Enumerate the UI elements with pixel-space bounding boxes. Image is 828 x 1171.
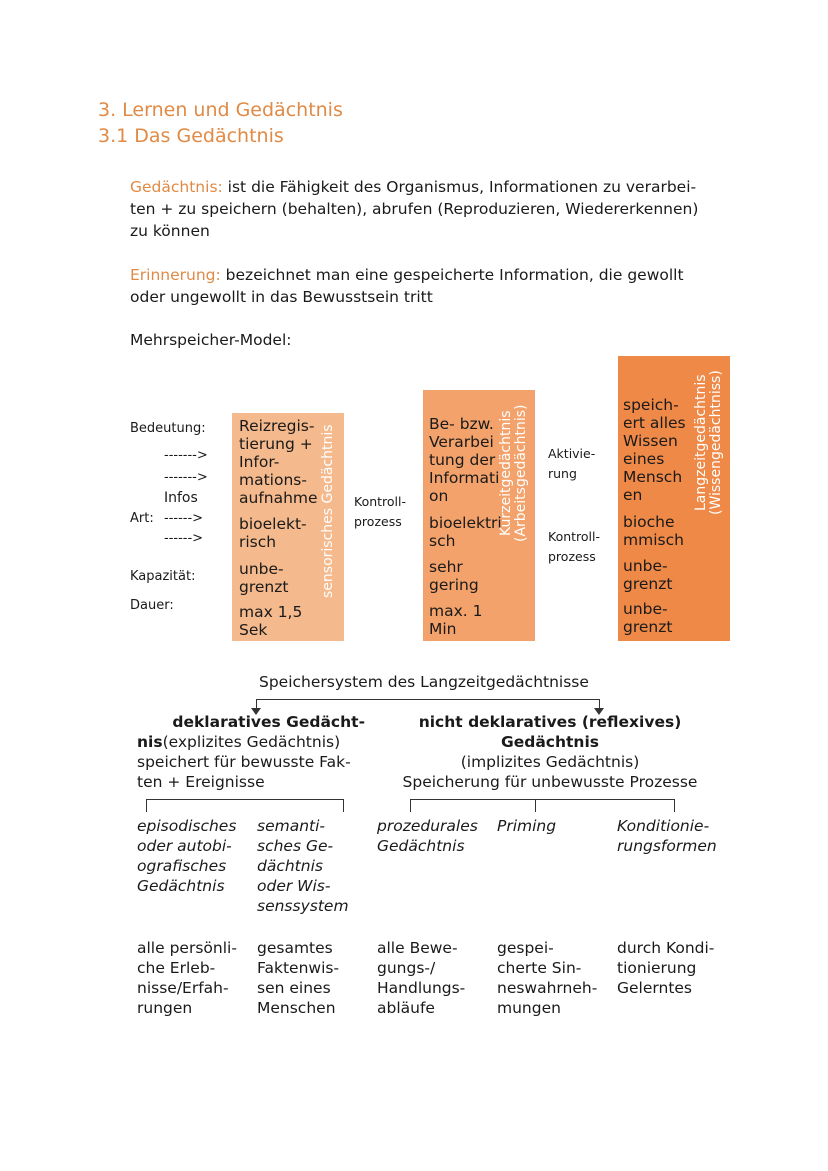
type-priming: Priming: [497, 817, 557, 835]
definition-gedaechtnis: [130, 176, 730, 242]
nondeclarative-memory: nicht deklaratives (reflexives) Gedächtnis (implizites Gedächtnis) Speicherung für unbewusste Prozesse: [372, 712, 728, 792]
declarative-memory: deklaratives Gedächt- nis(explizites Gedächtnis) speichert für bewusste Fak- ten + Ereignisse: [137, 713, 365, 791]
box-bedeutung: Reizregis- tierung + Infor- mations- aufnahme: [239, 417, 318, 507]
box-title-vertical: Kurzeitgedächtnis (Arbeitsgedächtnis): [498, 404, 529, 543]
arrow-text: Infos: [164, 490, 198, 506]
bracket-line: [146, 799, 147, 812]
arrow-text: ------->: [164, 470, 208, 485]
bracket-line: [535, 799, 536, 812]
chapter-heading: 3. Lernen und Gedächtnis: [98, 99, 343, 121]
bracket-line: [146, 799, 344, 800]
bracket-line: [256, 699, 600, 700]
connector-kontrollprozess: Kontroll- prozess: [548, 529, 601, 564]
type-episodic: episodisches oder autobi- ografisches Gedächtnis: [137, 817, 237, 895]
connector-kontrollprozess: Kontroll- prozess: [354, 494, 407, 529]
row-label-bedeutung: Bedeutung:: [130, 421, 206, 436]
row-label-art: Art:: [130, 511, 154, 526]
definition-erinnerung: [130, 264, 730, 308]
box-art: bioche mmisch: [623, 513, 684, 549]
type-semantic: semanti- sches Ge- dächtnis oder Wis- senssystem: [257, 817, 349, 915]
storage-title: Speichersystem des Langzeitgedächtnisse: [259, 673, 589, 691]
type-procedural: prozedurales Gedächtnis: [377, 817, 478, 855]
box-kapazitaet: unbe- grenzt: [623, 557, 673, 593]
row-label-kapazitaet: Kapazität:: [130, 569, 196, 584]
box-dauer: max 1,5 Sek: [239, 603, 303, 639]
box-art: bioelektri sch: [429, 514, 502, 550]
bracket-line: [674, 799, 675, 812]
box-short-term-memory: [423, 390, 535, 641]
arrow-text: ------>: [164, 511, 204, 526]
row-label-dauer: Dauer:: [130, 598, 174, 613]
box-title-vertical: sensorisches Gedächtnis: [320, 424, 336, 598]
bracket-line: [343, 799, 344, 812]
type-desc-conditioning: durch Kondi- tionierung Gelerntes: [617, 939, 715, 997]
box-kapazitaet: unbe- grenzt: [239, 560, 289, 596]
term-erinnerung: Erinnerung:: [130, 266, 221, 284]
section-heading: 3.1 Das Gedächtnis: [98, 125, 284, 147]
definition-line: ist die Fähigkeit des Organismus, Informationen zu verarbei-: [222, 178, 697, 196]
box-bedeutung: speich- ert alles Wissen eines Mensch en: [623, 396, 686, 504]
type-desc-episodic: alle persönli- che Erleb- nisse/Erfah- rungen: [137, 939, 237, 1017]
type-conditioning: Konditionie- rungsformen: [617, 817, 717, 855]
declarative-title: deklaratives Gedächt-: [172, 713, 365, 731]
connector-aktivierung: Aktivie- rung: [548, 446, 596, 481]
type-desc-procedural: alle Bewe- gungs-/ Handlungs- abläufe: [377, 939, 466, 1017]
box-title-vertical: Langzeitgedächtnis (Wissengedächtniss): [693, 370, 724, 515]
bracket-line: [410, 799, 675, 800]
model-title: Mehrspeicher-Model:: [130, 331, 292, 349]
box-sensory-memory: [232, 413, 344, 641]
box-dauer: unbe- grenzt: [623, 600, 673, 636]
definition-line: oder ungewollt in das Bewusstsein tritt: [130, 288, 433, 306]
definition-line: ten + zu speichern (behalten), abrufen (Reproduzieren, Wiedererkennen): [130, 200, 699, 218]
type-desc-semantic: gesamtes Faktenwis- sen eines Menschen: [257, 939, 340, 1017]
nondeclarative-title: nicht deklaratives (reflexives) Gedächtnis: [418, 713, 682, 751]
term-gedaechtnis: Gedächtnis:: [130, 178, 223, 196]
definition-line: bezeichnet man eine gespeicherte Information, die gewollt: [220, 266, 684, 284]
type-desc-priming: gespei- cherte Sin- neswahrneh- mungen: [497, 939, 598, 1017]
arrow-text: ------>: [164, 531, 204, 546]
box-art: bioelekt- risch: [239, 515, 307, 551]
box-bedeutung: Be- bzw. Verarbei tung der Informati on: [429, 415, 500, 505]
box-dauer: max. 1 Min: [429, 602, 483, 638]
bracket-line: [410, 799, 411, 812]
box-kapazitaet: sehr gering: [429, 558, 479, 594]
definition-line: zu können: [130, 222, 210, 240]
box-long-term-memory: [618, 356, 730, 641]
arrow-text: ------->: [164, 448, 208, 463]
